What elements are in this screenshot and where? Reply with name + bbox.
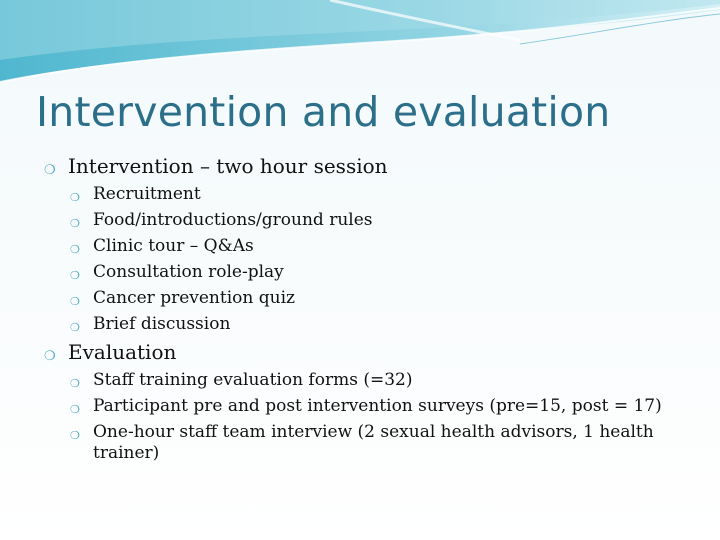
bullet-icon: ❍ (70, 377, 80, 390)
bullet-icon: ❍ (44, 349, 56, 364)
bullet-icon: ❍ (70, 269, 80, 282)
bullet-icon: ❍ (70, 429, 80, 442)
bullet-icon: ❍ (70, 191, 80, 204)
sub-bullet-item (70, 288, 684, 309)
bullet-text: Staff training evaluation forms (=32) (93, 370, 413, 390)
bullet-icon: ❍ (70, 243, 80, 256)
bullet-item-evaluation (44, 339, 684, 365)
bullet-icon: ❍ (70, 403, 80, 416)
sub-bullet-item (70, 314, 684, 335)
sub-bullet-item (70, 370, 684, 391)
bullet-text: Recruitment (93, 184, 201, 204)
sub-bullet-item (70, 396, 684, 417)
bullet-item-intervention (44, 153, 684, 179)
slide-title: Intervention and evaluation (36, 88, 611, 136)
header-wave-decoration (0, 0, 720, 90)
bullet-icon: ❍ (70, 217, 80, 230)
bullet-text: Consultation role-play (93, 262, 284, 282)
bullet-text: Food/introductions/ground rules (93, 210, 373, 230)
bullet-icon: ❍ (44, 163, 56, 178)
slide-body (44, 153, 684, 464)
bullet-text: Intervention – two hour session (68, 154, 388, 178)
sub-bullet-item (70, 184, 684, 205)
bullet-text: Participant pre and post intervention surveys (pre=15, post = 17) (93, 396, 662, 416)
bullet-icon: ❍ (70, 321, 80, 334)
sub-bullet-item (70, 236, 684, 257)
bullet-text: One-hour staff team interview (2 sexual health advisors, 1 health trainer) (93, 422, 654, 463)
bullet-text: Clinic tour – Q&As (93, 236, 254, 256)
sub-bullet-item (70, 210, 684, 231)
bullet-text: Cancer prevention quiz (93, 288, 295, 308)
sub-bullet-item (70, 422, 684, 464)
sub-bullet-item (70, 262, 684, 283)
bullet-text: Brief discussion (93, 314, 231, 334)
bullet-icon: ❍ (70, 295, 80, 308)
bullet-text: Evaluation (68, 340, 177, 364)
